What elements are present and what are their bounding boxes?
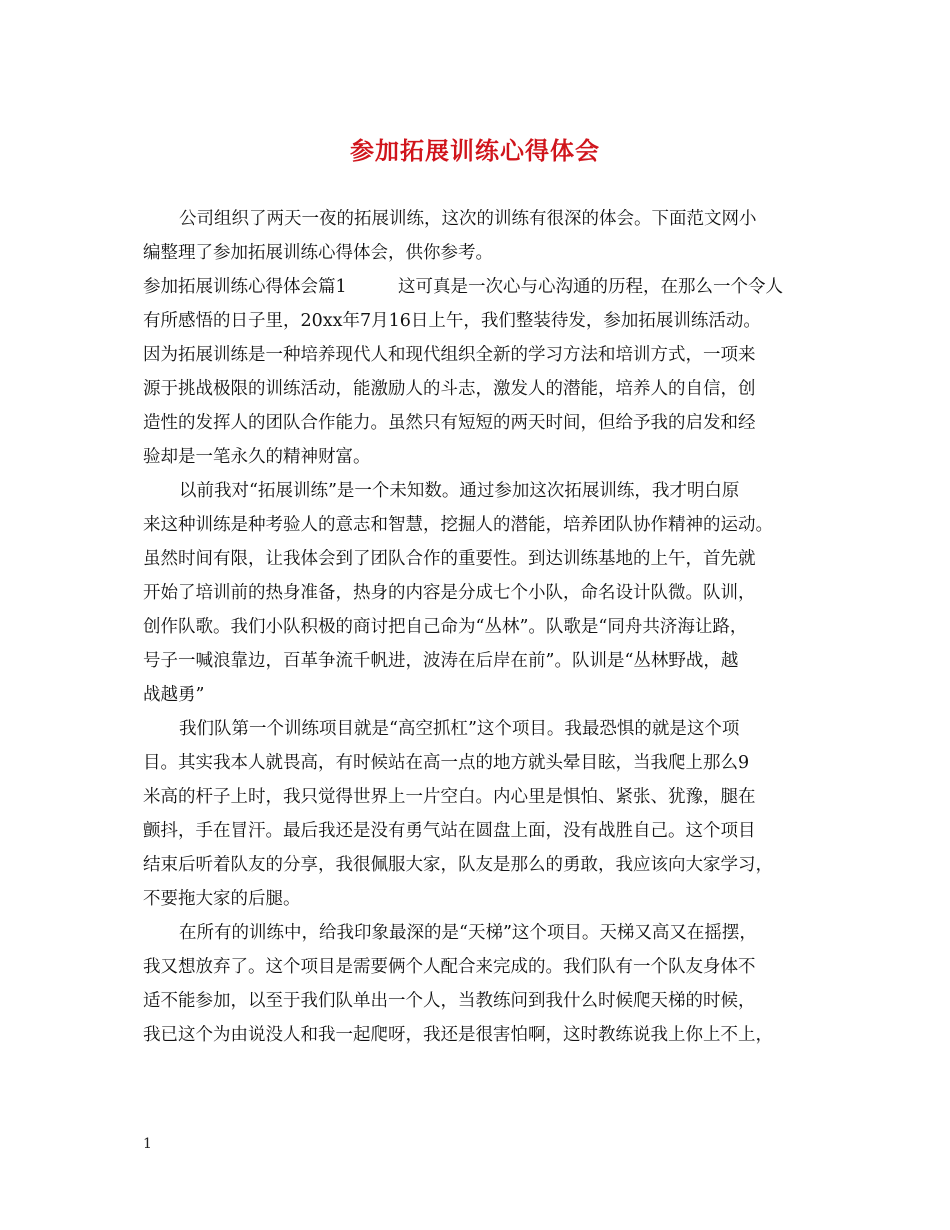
text-line: 有所感悟的日子里，20xx年7月16日上午，我们整装待发，参加拓展训练活动。 bbox=[143, 311, 761, 331]
text-line: 以前我对“拓展训练”是一个未知数。通过参加这次拓展训练，我才明白原 bbox=[179, 481, 740, 501]
text-line: 我又想放弃了。这个项目是需要俩个人配合来完成的。我们队有一个队友身体不 bbox=[143, 957, 756, 977]
text-line: 验却是一笔永久的精神财富。 bbox=[143, 447, 371, 467]
text-line: 不要拖大家的后腿。 bbox=[143, 889, 301, 909]
text-line: 虽然时间有限，让我体会到了团队合作的重要性。到达训练基地的上午，首先就 bbox=[143, 549, 756, 569]
text-line: 公司组织了两天一夜的拓展训练，这次的训练有很深的体会。下面范文网小 bbox=[179, 209, 757, 229]
document-title: 参加拓展训练心得体会 bbox=[350, 136, 600, 165]
text-line: 在所有的训练中，给我印象最深的是“天梯”这个项目。天梯又高又在摇摆， bbox=[179, 923, 757, 943]
text-line: 来这种训练是种考验人的意志和智慧，挖掘人的潜能，培养团队协作精神的运动。 bbox=[143, 515, 773, 535]
text-line: 颤抖，手在冒汗。最后我还是没有勇气站在圆盘上面，没有战胜自己。这个项目 bbox=[143, 821, 756, 841]
text-line: 适不能参加，以至于我们队单出一个人，当教练问到我什么时候爬天梯的时候， bbox=[143, 991, 756, 1011]
page-number: 1 bbox=[143, 1136, 152, 1152]
text-line: 造性的发挥人的团队合作能力。虽然只有短短的两天时间，但给予我的启发和经 bbox=[143, 413, 756, 433]
text-line: 创作队歌。我们小队积极的商讨把自己命为“丛林”。队歌是“同舟共济海让路， bbox=[143, 617, 748, 637]
text-line: 号子一喊浪靠边，百革争流千帆进，波涛在后岸在前”。队训是“丛林野战，越 bbox=[143, 651, 739, 671]
text-line: 米高的杆子上时，我只觉得世界上一片空白。内心里是惧怕、紧张、犹豫，腿在 bbox=[143, 787, 756, 807]
text-line: 因为拓展训练是一种培养现代人和现代组织全新的学习方法和培训方式，一项来 bbox=[143, 345, 756, 365]
text-line: 这可真是一次心与心沟通的历程，在那么一个令人 bbox=[398, 277, 783, 297]
section-heading: 参加拓展训练心得体会篇1 bbox=[143, 277, 347, 297]
section-line bbox=[143, 270, 823, 304]
text-line: 开始了培训前的热身准备，热身的内容是分成七个小队，命名设计队微。队训， bbox=[143, 583, 756, 603]
document-body bbox=[143, 202, 823, 1052]
text-line: 我已这个为由说没人和我一起爬呀，我还是很害怕啊，这时教练说我上你上不上， bbox=[143, 1025, 773, 1045]
text-line: 源于挑战极限的训练活动，能激励人的斗志，激发人的潜能，培养人的自信，创 bbox=[143, 379, 756, 399]
text-line: 编整理了参加拓展训练心得体会，供你参考。 bbox=[143, 243, 493, 263]
text-line: 战越勇” bbox=[143, 685, 205, 705]
text-line: 结束后听着队友的分享，我很佩服大家，队友是那么的勇敢，我应该向大家学习， bbox=[143, 855, 773, 875]
text-line: 目。其实我本人就畏高，有时候站在高一点的地方就头晕目眩，当我爬上那么9 bbox=[143, 753, 750, 773]
text-line: 我们队第一个训练项目就是“高空抓杠”这个项目。我最恐惧的就是这个项 bbox=[179, 719, 740, 739]
